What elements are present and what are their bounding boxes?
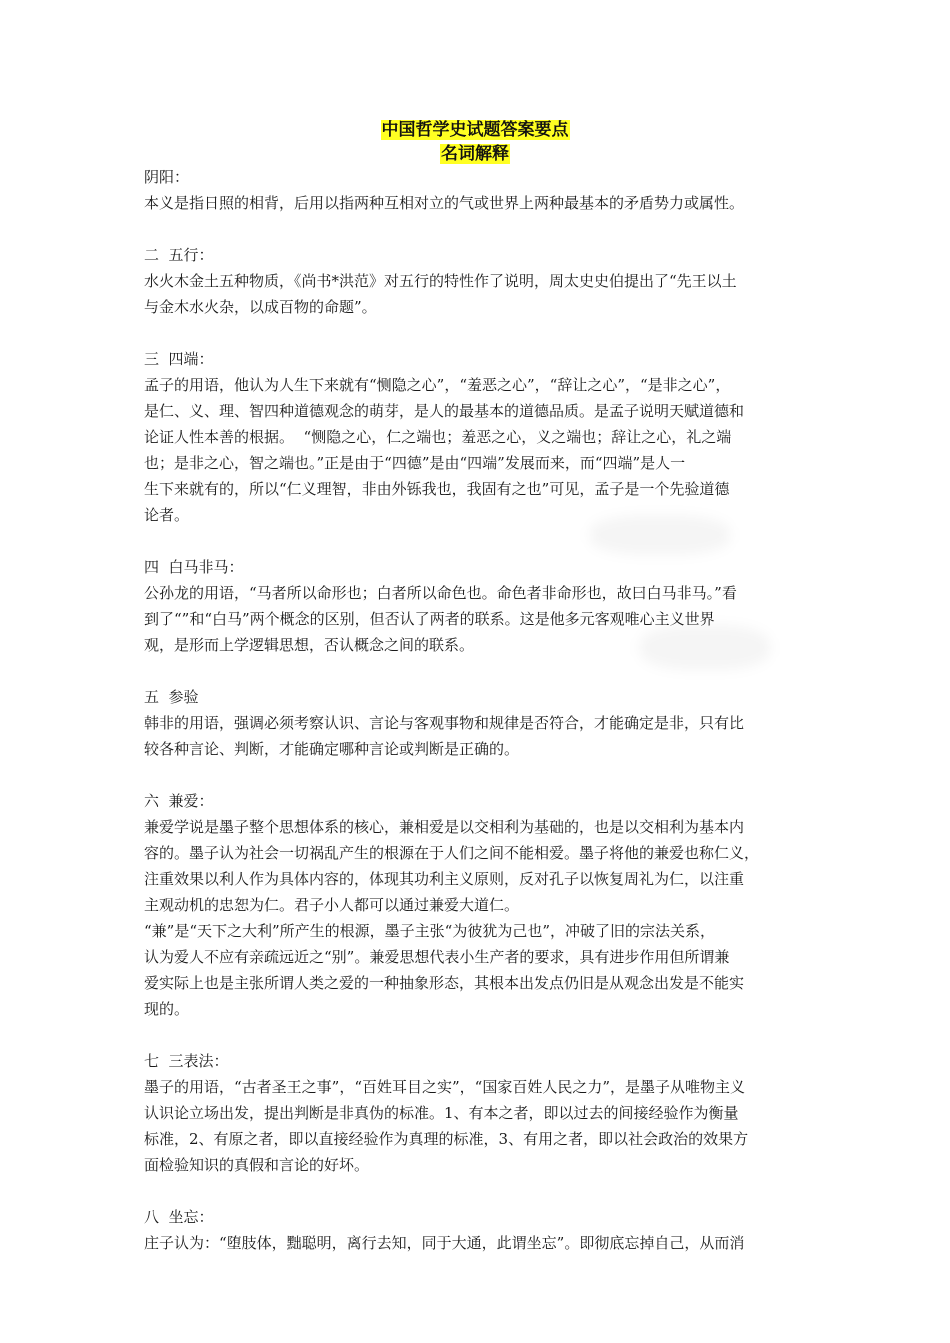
text-line: 较各种言论、判断，才能确定哪种言论或判断是正确的。 — [144, 740, 520, 758]
text-line: 爱实际上也是主张所谓人类之爱的一种抽象形态，其根本出发点仍旧是从观念出发是不能实 — [144, 974, 745, 992]
section-spacer — [144, 320, 808, 346]
term-heading: 五 参验 — [144, 688, 199, 706]
term-section — [144, 788, 808, 1022]
term-heading: 七 三表法： — [144, 1052, 229, 1070]
text-line: 韩非的用语，强调必须考察认识、言论与客观事物和规律是否符合，才能确定是非，只有比 — [144, 714, 745, 732]
term-heading: 六 兼爱： — [144, 792, 214, 810]
main-title: 中国哲学史试题答案要点 — [381, 120, 569, 140]
text-line: 本义是指日照的相背，后用以指两种互相对立的气或世界上两种最基本的矛盾势力或属性。 — [144, 194, 745, 212]
section-spacer — [144, 216, 808, 242]
term-section — [144, 346, 808, 528]
term-section — [144, 164, 808, 216]
text-line: 认为爱人不应有亲疏远近之“别”。兼爱思想代表小生产者的要求，具有进步作用但所谓兼 — [144, 948, 730, 966]
text-line: “兼”是“天下之大利”所产生的根源，墨子主张“为彼犹为己也”，冲破了旧的宗法关系， — [144, 922, 716, 940]
text-line: 孟子的用语，他认为人生下来就有“恻隐之心”，“羞恶之心”，“辞让之心”，“是非之心”， — [144, 376, 731, 394]
term-heading: 四 白马非马： — [144, 558, 244, 576]
text-line: 论者。 — [144, 506, 190, 524]
text-line: 观，是形而上学逻辑思想，否认概念之间的联系。 — [144, 636, 475, 654]
text-line: 兼爱学说是墨子整个思想体系的核心，兼相爱是以交相利为基础的，也是以交相利为基本内 — [144, 818, 745, 836]
subtitle: 名词解释 — [441, 144, 509, 164]
text-line: 面检验知识的真假和言论的好坏。 — [144, 1156, 370, 1174]
text-line: 庄子认为：“堕肢体，黜聪明，离行去知，同于大通，此谓坐忘”。即彻底忘掉自己，从而消 — [144, 1234, 745, 1252]
text-line: 论证人性本善的根据。 “恻隐之心，仁之端也；羞恶之心，义之端也；辞让之心，礼之端 — [144, 428, 732, 446]
text-line: 是仁、义、理、智四种道德观念的萌芽，是人的最基本的道德品质。是孟子说明天赋道德和 — [144, 402, 745, 420]
text-line: 标准，2、有原之者，即以直接经验作为真理的标准，3、有用之者，即以社会政治的效果方 — [144, 1130, 749, 1148]
section-spacer — [144, 528, 808, 554]
term-heading: 八 坐忘： — [144, 1208, 214, 1226]
term-heading: 二 五行： — [144, 246, 214, 264]
text-line: 墨子的用语，“古者圣王之事”，“百姓耳目之实”，“国家百姓人民之力”，是墨子从唯物主义 — [144, 1078, 746, 1096]
text-line: 认识论立场出发，提出判断是非真伪的标准。1、有本之者，即以过去的间接经验作为衡量 — [144, 1104, 739, 1122]
term-section — [144, 1204, 808, 1256]
section-spacer — [144, 1022, 808, 1048]
text-line: 与金木水火杂，以成百物的命题”。 — [144, 298, 377, 316]
term-heading: 三 四端： — [144, 350, 214, 368]
term-section — [144, 242, 808, 320]
text-line: 水火木金土五种物质，《尚书*洪范》对五行的特性作了说明，周太史史伯提出了“先王以土 — [144, 272, 737, 290]
section-spacer — [144, 762, 808, 788]
term-section — [144, 684, 808, 762]
text-line: 现的。 — [144, 1000, 190, 1018]
document-body — [144, 164, 808, 1256]
term-section — [144, 554, 808, 658]
document-title — [0, 118, 950, 166]
text-line: 也；是非之心，智之端也。”正是由于“四德”是由“四端”发展而来，而“四端”是人一 — [144, 454, 686, 472]
text-line: 主观动机的忠恕为仁。君子小人都可以通过兼爱大道仁。 — [144, 896, 520, 914]
text-line: 容的。墨子认为社会一切祸乱产生的根源在于人们之间不能相爱。墨子将他的兼爱也称仁义， — [144, 844, 760, 862]
term-heading: 阴阳： — [144, 168, 190, 186]
section-spacer — [144, 1178, 808, 1204]
term-section — [144, 1048, 808, 1178]
text-line: 注重效果以利人作为具体内容的，体现其功利主义原则，反对孔子以恢复周礼为仁，以注重 — [144, 870, 745, 888]
text-line: 生下来就有的，所以“仁义理智，非由外铄我也，我固有之也”可见，孟子是一个先验道德 — [144, 480, 730, 498]
text-line: 公孙龙的用语，“马者所以命形也；白者所以命色也。命色者非命形也，故曰白马非马。”看 — [144, 584, 737, 602]
section-spacer — [144, 658, 808, 684]
text-line: 到了“”和“白马”两个概念的区别，但否认了两者的联系。这是他多元客观唯心主义世界 — [144, 610, 715, 628]
